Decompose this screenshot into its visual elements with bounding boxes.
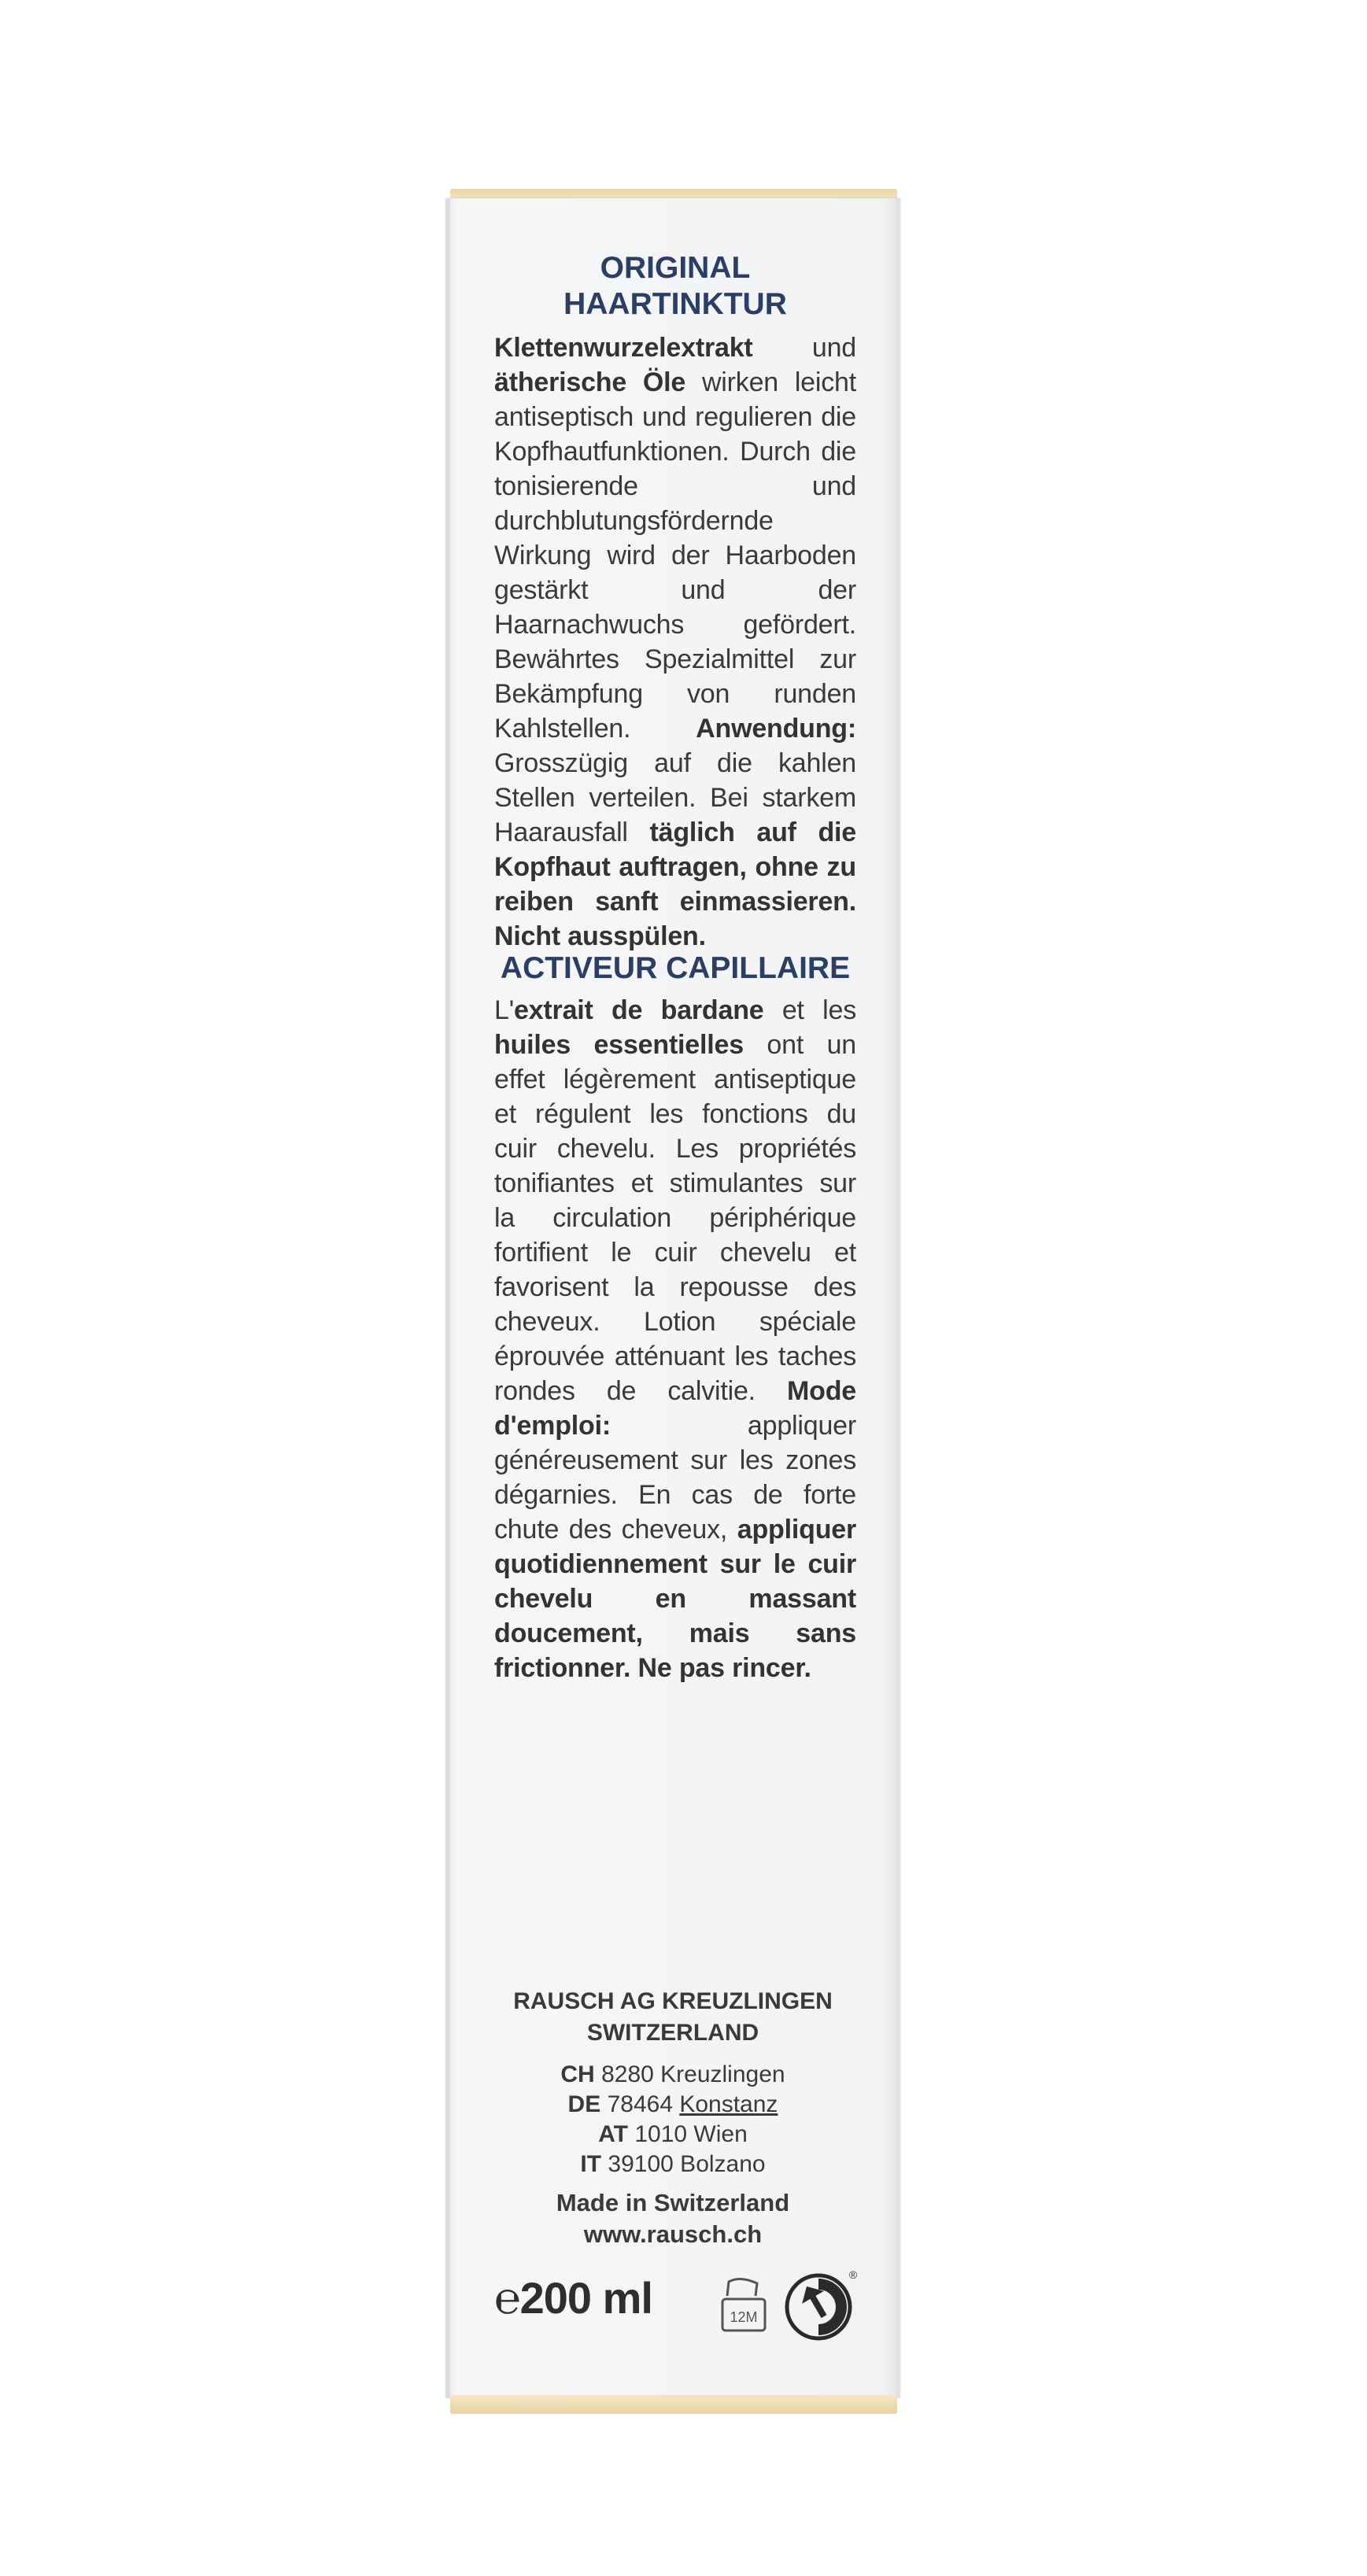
made-in-text: Made in Switzerland (556, 2189, 790, 2216)
company-line1: RAUSCH AG KREUZLINGEN (513, 1988, 833, 2014)
french-heading (494, 950, 856, 987)
city-prefix: 78464 (607, 2091, 680, 2117)
city: 1010 Wien (634, 2121, 748, 2147)
french-text-1: et les (763, 995, 856, 1025)
box-fold-right (896, 198, 900, 2398)
french-text-2: ont un effet légèrement antiseptique et régulent les fonctions du cuir chevelu. Les propriétés tonifiantes et stimulantes sur la circulation périphérique fortifient le cuir chevelu et favorisent la repousse des cheveux. Lotion spéciale éprouvée atténuant les taches rondes de calvitie. (494, 1030, 856, 1406)
website-text: www.rausch.ch (583, 2220, 763, 2248)
estimated-sign-icon: ℮ (494, 2273, 520, 2323)
box-bottom-edge (450, 2395, 897, 2414)
pao-label: 12M (730, 2309, 758, 2325)
german-text-3: Grosszügig auf die kahlen Stellen verteilen. Bei starkem Haarausfall (494, 748, 856, 847)
address-list (472, 2060, 874, 2179)
french-heading-text: ACTIVEUR CAPILLAIRE (500, 951, 851, 985)
country-code: IT (580, 2151, 602, 2177)
german-description (494, 330, 856, 954)
country-code: DE (567, 2091, 601, 2117)
french-bold-1: extrait de bardane (514, 995, 764, 1025)
company-line2: SWITZERLAND (586, 2020, 759, 2046)
german-bold-2: ätherische Öle (494, 367, 686, 397)
registered-mark: ® (848, 2268, 858, 2281)
green-dot-recycle-icon (784, 2268, 859, 2343)
german-heading (494, 250, 856, 323)
french-bold-3: Mode d'emploi: (494, 1376, 856, 1441)
country-code: CH (560, 2061, 595, 2087)
german-heading-line1: ORIGINAL (600, 251, 751, 285)
french-bold-2: huiles essentielles (494, 1030, 744, 1060)
german-bold-4: täglich auf die Kopfhaut auftragen, ohne zu reiben sanft einmassieren. Nicht ausspülen. (494, 817, 856, 951)
french-description (494, 993, 856, 1685)
company-name (472, 1986, 874, 2049)
made-in-block (472, 2187, 874, 2250)
volume-label (494, 2272, 652, 2323)
city-underlined: Konstanz (679, 2091, 778, 2117)
country-code: AT (598, 2121, 628, 2147)
address-de (472, 2090, 874, 2120)
city: 39100 Bolzano (608, 2151, 766, 2177)
volume-amount: 200 ml (519, 2273, 652, 2323)
city: 8280 Kreuzlingen (601, 2061, 785, 2087)
german-heading-line2: HAARTINKTUR (563, 287, 787, 321)
french-text-3: appliquer généreusement sur les zones dégarnies. En cas de forte chute des cheveux, (494, 1411, 856, 1544)
address-at (472, 2120, 874, 2150)
box-fold-left (445, 198, 450, 2398)
pao-jar-icon (716, 2272, 771, 2343)
address-ch (472, 2060, 874, 2090)
german-bold-1: Klettenwurzelextrakt (494, 333, 753, 363)
german-text-2: wirken leicht antiseptisch und regulieren die Kopfhautfunktionen. Durch die tonisierende und durchblutungsfördernde Wirkung wird der Haarboden gestärkt und der Haarnachwuchs gefördert. Bewährtes Spezialmittel zur Bekämpfung von runden Kahlstellen. (494, 367, 857, 744)
footer-symbols (494, 2266, 864, 2353)
german-text-1: und (752, 333, 856, 363)
french-bold-4: appliquer quotidiennement sur le cuir chevelu en massant doucement, mais sans frictionner. Ne pas rincer. (494, 1515, 856, 1683)
address-it (472, 2150, 874, 2179)
french-text-0: L' (494, 995, 515, 1025)
german-bold-3: Anwendung: (696, 714, 856, 744)
